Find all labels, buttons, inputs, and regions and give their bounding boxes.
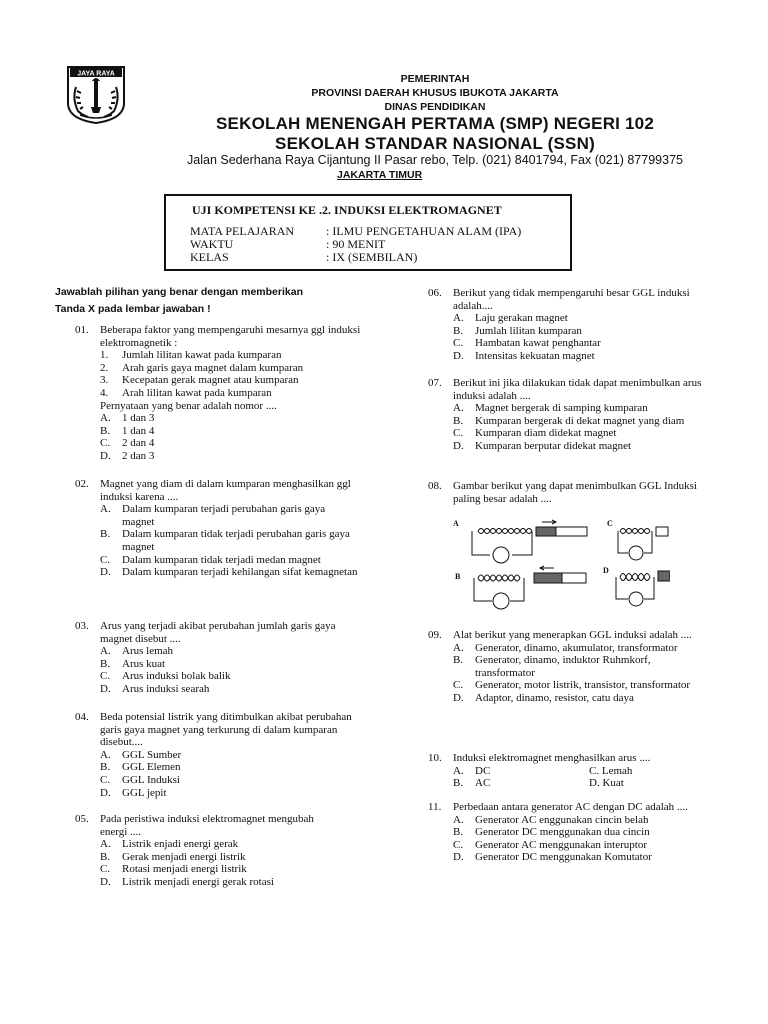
question-prompt: Pernyataan yang benar adalah nomor .... [100, 399, 277, 412]
answer-option[interactable]: C. Arus induksi bolak balik [100, 670, 231, 683]
answer-option[interactable]: B. Arus kuat [100, 657, 166, 670]
question-stem: Induksi elektromagnet menghasilkan arus .... [453, 752, 651, 764]
answer-option[interactable]: D. Listrik menjadi energi gerak rotasi [100, 875, 274, 888]
answer-option[interactable]: D. Kuat [589, 777, 624, 790]
school-address: Jalan Sederhana Raya Cijantung II Pasar rebo, Telp. (021) 8401794, Fax (021) 87799375 [187, 153, 683, 167]
answer-option[interactable]: A. Magnet bergerak di samping kumparan [453, 402, 648, 415]
answer-option[interactable]: A. 1 dan 3 [100, 412, 155, 425]
question-stem: Berikut ini jika dilakukan tidak dapat menimbulkan arus induksi adalah .... [453, 377, 702, 402]
answer-option[interactable]: A. Listrik enjadi energi gerak [100, 838, 239, 851]
answer-option[interactable]: A. Arus lemah [100, 645, 174, 658]
answer-option[interactable]: A. DC [453, 764, 491, 777]
answer-option[interactable]: B. AC [453, 777, 491, 790]
question-stem: Magnet yang diam di dalam kumparan menghasilkan ggl induksi karena .... [100, 478, 351, 503]
statement-item: 3. Kecepatan gerak magnet atau kumparan [100, 374, 299, 387]
answer-option[interactable]: A. Laju gerakan magnet [453, 312, 568, 325]
answer-option[interactable]: A. Dalam kumparan terjadi perubahan garis gaya magnet [100, 503, 326, 528]
exam-row-label: WAKTU [190, 237, 234, 251]
answer-option[interactable]: B. GGL Elemen [100, 761, 181, 774]
figure-label-b: B [455, 572, 461, 581]
school-ssn: SEKOLAH STANDAR NASIONAL (SSN) [275, 134, 595, 153]
question-number: 09. [428, 629, 442, 641]
exam-row-label: MATA PELAJARAN [190, 224, 295, 238]
statement-item: 4. Arah lilitan kawat pada kumparan [100, 386, 272, 399]
question-number: 11. [428, 801, 442, 813]
answer-option[interactable]: D. Arus induksi searah [100, 682, 210, 695]
question-stem: Perbedaan antara generator AC dengan DC adalah .... [453, 801, 688, 813]
answer-option[interactable]: B. Generator DC menggunakan dua cincin [453, 826, 650, 839]
school-name: SEKOLAH MENENGAH PERTAMA (SMP) NEGERI 102 [216, 114, 654, 133]
answer-option[interactable]: C. GGL Induksi [100, 773, 180, 786]
figure-label-a: A [453, 519, 459, 528]
question-stem: Pada peristiwa induksi elektromagnet mengubah energi .... [100, 813, 314, 838]
answer-option[interactable]: D. 2 dan 3 [100, 449, 155, 462]
instructions-line-1: Jawablah pilihan yang benar dengan memberikan [55, 286, 303, 298]
answer-option[interactable]: D. Dalam kumparan terjadi kehilangan sifat kemagnetan [100, 566, 358, 579]
answer-option[interactable]: B. Jumlah lilitan kumparan [453, 324, 582, 337]
answer-option[interactable]: C. Rotasi menjadi energi listrik [100, 863, 247, 876]
answer-option[interactable]: B. 1 dan 4 [100, 424, 155, 437]
figure-c [618, 527, 668, 560]
exam-title: UJI KOMPETENSI KE .2. INDUKSI ELEKTROMAGNET [192, 203, 502, 217]
question-stem: Beda potensial listrik yang ditimbulkan akibat perubahan garis gaya magnet yang terkurung di dalam kumparan disebut.... [100, 711, 352, 749]
answer-option[interactable]: C. Kumparan diam didekat magnet [453, 427, 617, 440]
figure-label-d: D [603, 566, 609, 575]
answer-option[interactable]: B. Generator, dinamo, induktor Ruhmkorf, transformator [453, 654, 651, 679]
answer-option[interactable]: C. Lemah [589, 764, 633, 777]
answer-option[interactable]: B. Gerak menjadi energi listrik [100, 850, 246, 863]
question-number: 05. [75, 813, 89, 825]
header-line-3: DINAS PENDIDIKAN [384, 101, 486, 113]
answer-option[interactable]: C. 2 dan 4 [100, 437, 155, 450]
statement-item: 1. Jumlah lilitan kawat pada kumparan [100, 349, 282, 362]
answer-option[interactable]: B. Kumparan bergerak di dekat magnet yang diam [453, 414, 685, 427]
instructions-line-2: Tanda X pada lembar jawaban ! [55, 303, 211, 315]
answer-option[interactable]: D. Kumparan berputar didekat magnet [453, 439, 632, 452]
answer-option[interactable]: C. Generator AC menggunakan interuptor [453, 838, 647, 851]
induction-figure [450, 517, 670, 617]
question-number: 08. [428, 480, 442, 492]
exam-info-box [164, 194, 572, 271]
header-line-2: PROVINSI DAERAH KHUSUS IBUKOTA JAKARTA [311, 87, 559, 99]
jaya-raya-logo [62, 63, 130, 125]
figure-label-c: C [607, 519, 613, 528]
answer-option[interactable]: C. Generator, motor listrik, transistor, transformator [453, 679, 691, 692]
question-number: 07. [428, 377, 442, 389]
question-stem: Beberapa faktor yang mempengaruhi mesarnya ggl induksi elektromagnetik : [100, 324, 361, 349]
question-number: 10. [428, 752, 442, 764]
question-number: 02. [75, 478, 89, 490]
answer-option[interactable]: A. Generator AC enggunakan cincin belah [453, 813, 649, 826]
statement-item: 2. Arah garis gaya magnet dalam kumparan [100, 361, 304, 374]
exam-row-label: KELAS [190, 250, 229, 264]
figure-b [474, 566, 586, 609]
question-stem: Alat berikut yang menerapkan GGL induksi adalah .... [453, 629, 692, 641]
exam-row-value: : IX (SEMBILAN) [326, 250, 418, 264]
exam-row-value: : ILMU PENGETAHUAN ALAM (IPA) [326, 224, 522, 238]
answer-option[interactable]: D. Adaptor, dinamo, resistor, catu daya [453, 691, 634, 704]
question-stem: Gambar berikut yang dapat menimbulkan GGL Induksi paling besar adalah .... [453, 480, 697, 505]
question-number: 01. [75, 324, 89, 336]
answer-option[interactable]: D. Generator DC menggunakan Komutator [453, 851, 652, 864]
answer-option[interactable]: A. GGL Sumber [100, 748, 182, 761]
answer-option[interactable]: B. Dalam kumparan tidak terjadi perubahan garis gaya magnet [100, 528, 350, 553]
figure-a [472, 520, 587, 563]
answer-option[interactable]: C. Hambatan kawat penghantar [453, 337, 601, 350]
header-line-1: PEMERINTAH [400, 73, 470, 85]
question-stem: Arus yang terjadi akibat perubahan jumlah garis gaya magnet disebut .... [100, 620, 336, 645]
question-number: 06. [428, 287, 442, 299]
answer-option[interactable]: A. Generator, dinamo, akumulator, transformator [453, 641, 678, 654]
question-number: 03. [75, 620, 89, 632]
answer-option[interactable]: C. Dalam kumparan tidak terjadi medan magnet [100, 553, 321, 566]
question-number: 04. [75, 711, 89, 723]
logo-text: JAYA RAYA [77, 70, 115, 78]
question-stem: Berikut yang tidak mempengaruhi besar GGL induksi adalah.... [453, 287, 690, 312]
exam-row-value: : 90 MENIT [326, 237, 386, 251]
answer-option[interactable]: D. GGL jepit [100, 786, 167, 799]
figure-d [616, 571, 670, 606]
answer-option[interactable]: D. Intensitas kekuatan magnet [453, 349, 595, 362]
school-city: JAKARTA TIMUR [337, 169, 423, 181]
